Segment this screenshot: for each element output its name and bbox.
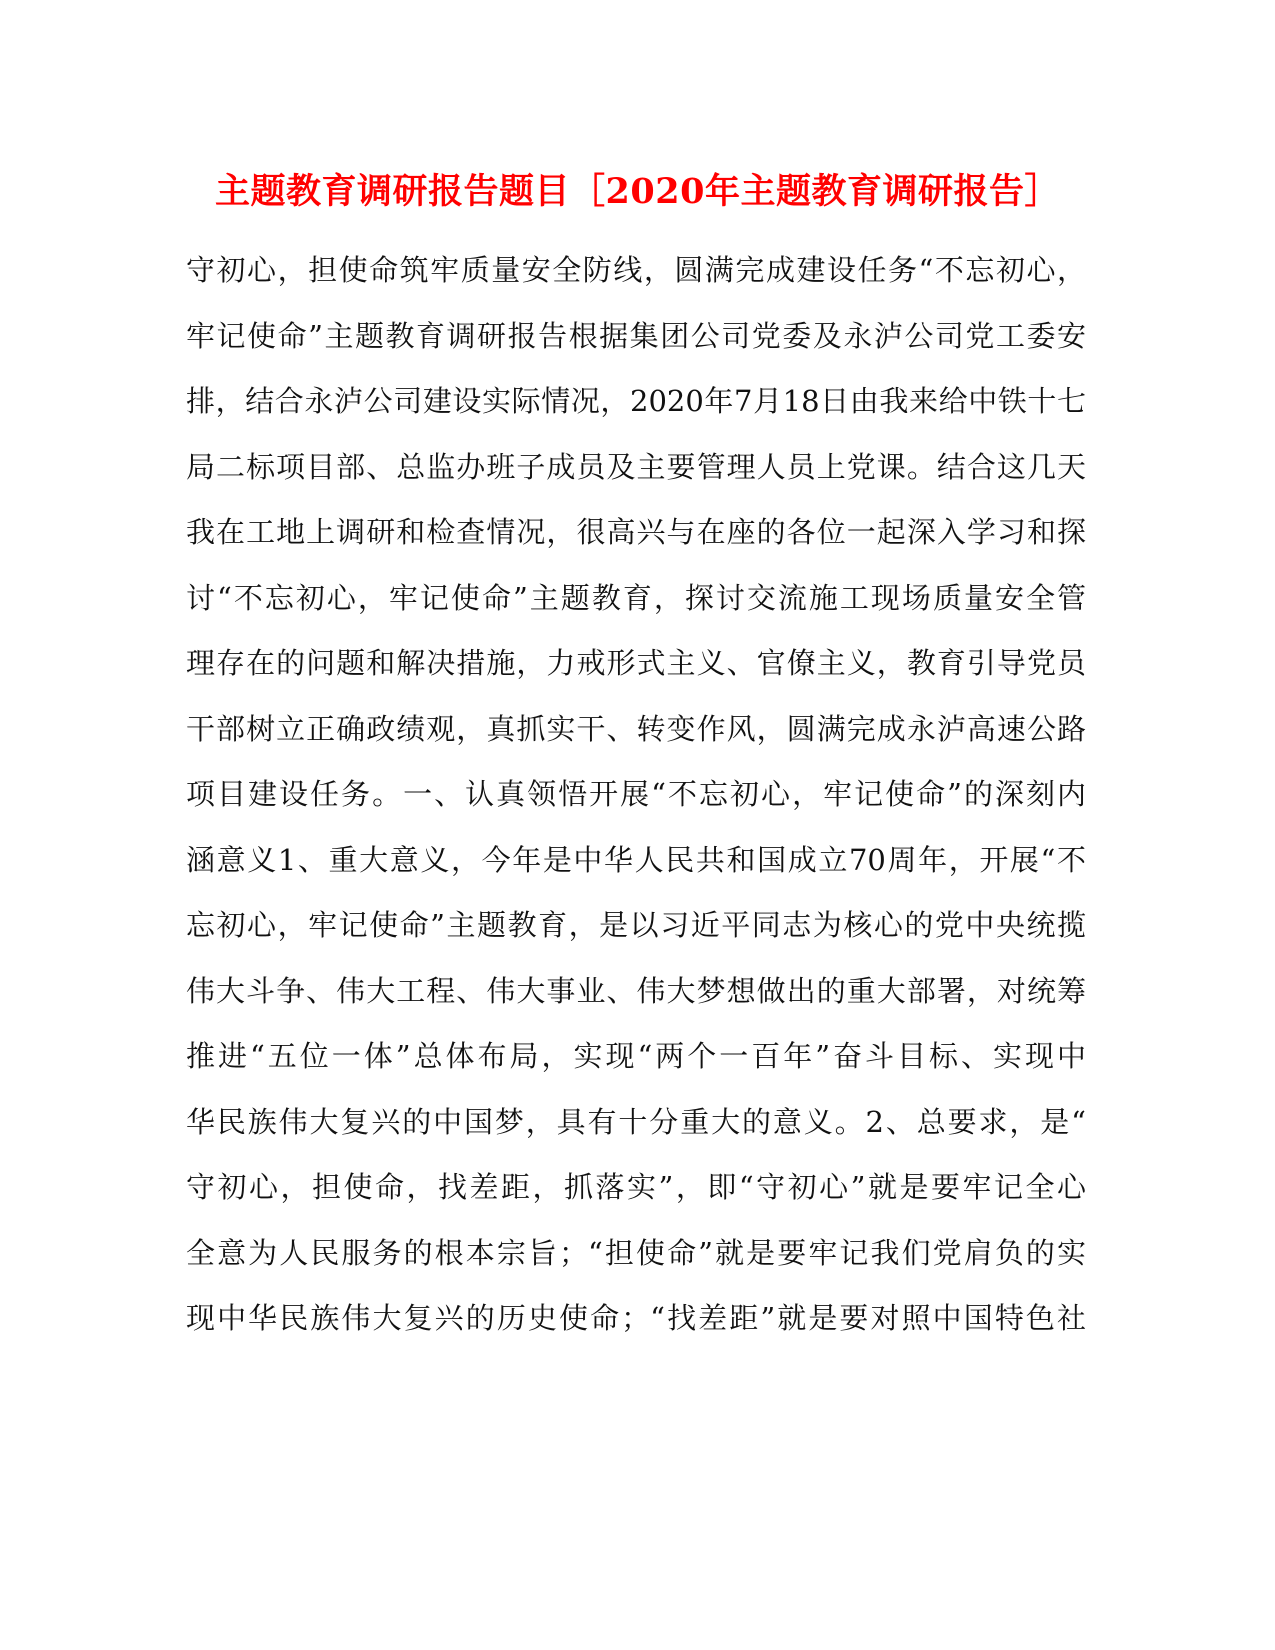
body-line: 全意为人民服务的根本宗旨；“担使命”就是要牢记我们党肩负的实 xyxy=(186,1235,1086,1270)
body-line: 局二标项目部、总监办班子成员及主要管理人员上党课。结合这几天 xyxy=(186,449,1086,484)
body-line: 理存在的问题和解决措施，力戒形式主义、官僚主义，教育引导党员 xyxy=(186,646,1086,680)
body-line: 推进“五位一体”总体布局，实现“两个一百年”奋斗目标、实现中 xyxy=(186,1039,1086,1073)
document-title: 主题教育调研报告题目［2020年主题教育调研报告］ xyxy=(215,171,1060,212)
body-line: 涵意义1、重大意义，今年是中华人民共和国成立70周年，开展“不 xyxy=(186,842,1086,877)
body-line: 忘初心，牢记使命”主题教育，是以习近平同志为核心的党中央统揽 xyxy=(186,908,1086,942)
body-line: 伟大斗争、伟大工程、伟大事业、伟大梦想做出的重大部署，对统筹 xyxy=(186,973,1086,1008)
body-line: 干部树立正确政绩观，真抓实干、转变作风，圆满完成永泸高速公路 xyxy=(186,711,1086,746)
body-line: 牢记使命”主题教育调研报告根据集团公司党委及永泸公司党工委安 xyxy=(186,318,1086,353)
body-line: 我在工地上调研和检查情况，很高兴与在座的各位一起深入学习和探 xyxy=(186,515,1086,549)
document-body xyxy=(186,238,1086,1352)
body-line: 现中华民族伟大复兴的历史使命；“找差距”就是要对照中国特色社 xyxy=(186,1301,1086,1335)
body-line: 守初心，担使命，找差距，抓落实”，即“守初心”就是要牢记全心 xyxy=(186,1170,1086,1204)
body-line: 华民族伟大复兴的中国梦，具有十分重大的意义。2、总要求，是“ xyxy=(186,1104,1086,1139)
body-line: 守初心，担使命筑牢质量安全防线，圆满完成建设任务“不忘初心， xyxy=(186,253,1086,287)
body-line: 排，结合永泸公司建设实际情况，2020年7月18日由我来给中铁十七 xyxy=(186,384,1086,418)
body-line: 项目建设任务。一、认真领悟开展“不忘初心，牢记使命”的深刻内 xyxy=(186,777,1086,811)
body-line: 讨“不忘初心，牢记使命”主题教育，探讨交流施工现场质量安全管 xyxy=(186,580,1086,615)
